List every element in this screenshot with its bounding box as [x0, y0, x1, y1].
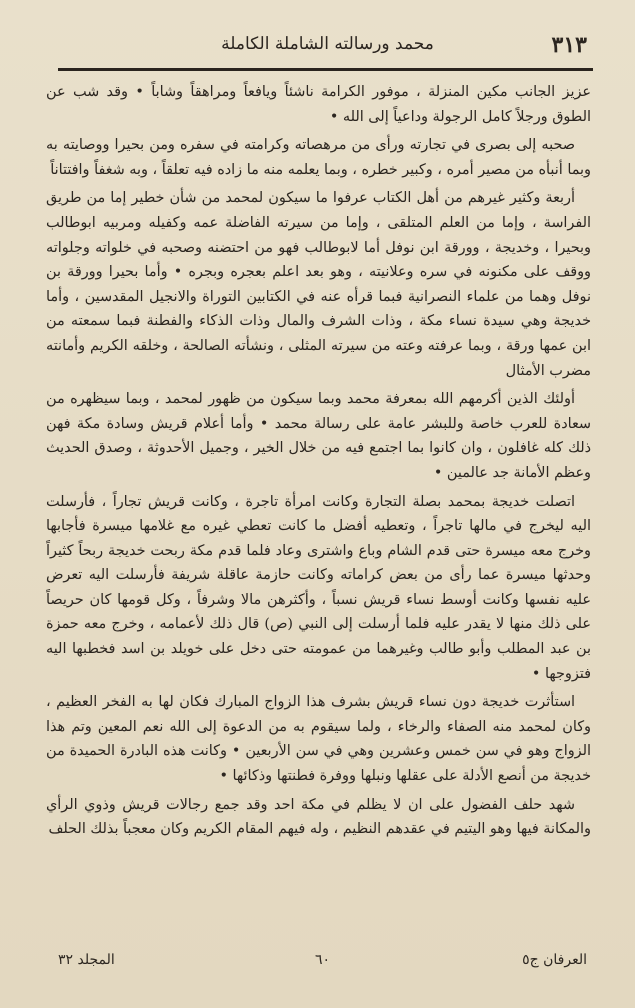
header-rule [58, 68, 593, 71]
paragraph: اتصلت خديجة بمحمد بصلة التجارة وكانت امرأة تاجرة ، وكانت قريش تجاراً ، فأرسلت اليه ليخرج في مالها تاجراً ، وتعطيه أفضل ما كانت تعطي غيره مع غلامها ميسرة فأجابها وخرج معه ميسرة حتى قدم الشام وباع واشترى وعاد فلما قدم مكة ربحت خديجة ربحاً كثيراً وحدثها ميسرة عما رأى من بعض كراماته وكانت حازمة عاقلة شريفة فأرسلت اليه تعرض عليه نفسها وكانت أوسط نساء قريش نسباً ، وأكثرهن مالا وشرفاً ، وكل قومها كان حريصاً على ذلك منها لا يقدر عليه فلما أرسلت إلى النبي (ص) قال ذلك لأعمامه ، وخرج معه حمزة بن عبد المطلب وأبو طالب وغيرهما من عمومته حتى دخل على خويلد بن اسد فخطبها اليه فتزوجها • [46, 493, 591, 682]
paragraph: شهد حلف الفضول على ان لا يظلم في مكة احد وقد جمع رجالات قريش وذوي الرأي والمكانة فيها وهو اليتيم في عقدهم النظيم ، وله فيهم المقام الكريم وكان معجباً بذلك الحلف [46, 796, 591, 838]
paragraph: عزيز الجانب مكين المنزلة ، موفور الكرامة ناشئاً ويافعاً ومراهقاً وشاباً • وقد شب عن الطوق ورجلاً كامل الرجولة وداعياً إلى الله • [46, 84, 591, 125]
journal-issue: العرفان ج٥ [522, 952, 587, 968]
volume-label: المجلد ٣٢ [58, 952, 115, 968]
signature-number: ٦٠ [314, 952, 331, 968]
page-number: ٣١٣ [551, 32, 587, 58]
page-footer [58, 948, 587, 978]
paragraph: استأثرت خديجة دون نساء قريش بشرف هذا الزواج المبارك فكان لها به الفخر العظيم ، وكان لمحمد منه الصفاء والرخاء ، ولما سيقوم به من الدعوة إلى الله نعم المعين وتم هذا الزواج وهو في سن خمس وعشرين وهي في سن الأربعين • وكانت هذه البادرة الحميدة من خديجة من أنصع الأدلة على عقلها ونبلها ووفرة فطنتها وذكائها • [46, 694, 591, 785]
paragraph: أربعة وكثير غيرهم من أهل الكتاب عرفوا ما سيكون لمحمد من شأن خطير إما من طريق الفراسة ، وإما من العلم المتلقى ، وإما من سيرته الفاضلة عمه وكفيله ومربيه ابوطالب وبحيرا ، وخديجة ، وورقة ابن نوفل أما لابوطالب فهو من احتضنه وصحبه في خلواته وجلواته ووقف على مكنونه في سره وعلانيته ، وهو بعد اعلم بعجره وبجره • وأما بحيرا وورقة بن نوفل وهما من علماء النصرانية فبما قرأه عنه في الكتابين التوراة والانجيل المقدسين ، وأما خديجة وهي سيدة نساء مكة ، وذات الشرف والمال وذات الذكاء والفطنة فبما سمعته من ابن عمها ورقة ، وبما عرفته وعته من سيرته المثلى ، ونشأته الصالحة ، وخلقه الكريم وأمانته مضرب الأمثال [46, 190, 591, 379]
paragraph: صحبه إلى بصرى في تجارته ورأى من مرهصاته وكرامته في سفره ومن بحيرا ووصايته به وبما أنبأه من مصير أمره ، وكبير خطره ، وبما يعلمه منه ما زاده فيه تعلقاً ، وبه شغفاً وافتتاناً [46, 137, 591, 178]
running-title: محمد ورسالته الشاملة الكاملة [221, 34, 434, 54]
paragraph: أولئك الذين أكرمهم الله بمعرفة محمد وبما سيكون من ظهور لمحمد ، وبما سيظهره من سعادة للعرب خاصة وللبشر عامة على رسالة محمد • وأما أعلام قريش وسادة مكة فهن ذلك كله غافلون ، وان كانوا بما اجتمع فيه من خلال الخير ، وجميل الأحدوثة ، وصدق الحديث وعظم الأمانة جد عالمين • [46, 391, 591, 481]
page-header [60, 28, 595, 68]
page-body [46, 80, 591, 930]
